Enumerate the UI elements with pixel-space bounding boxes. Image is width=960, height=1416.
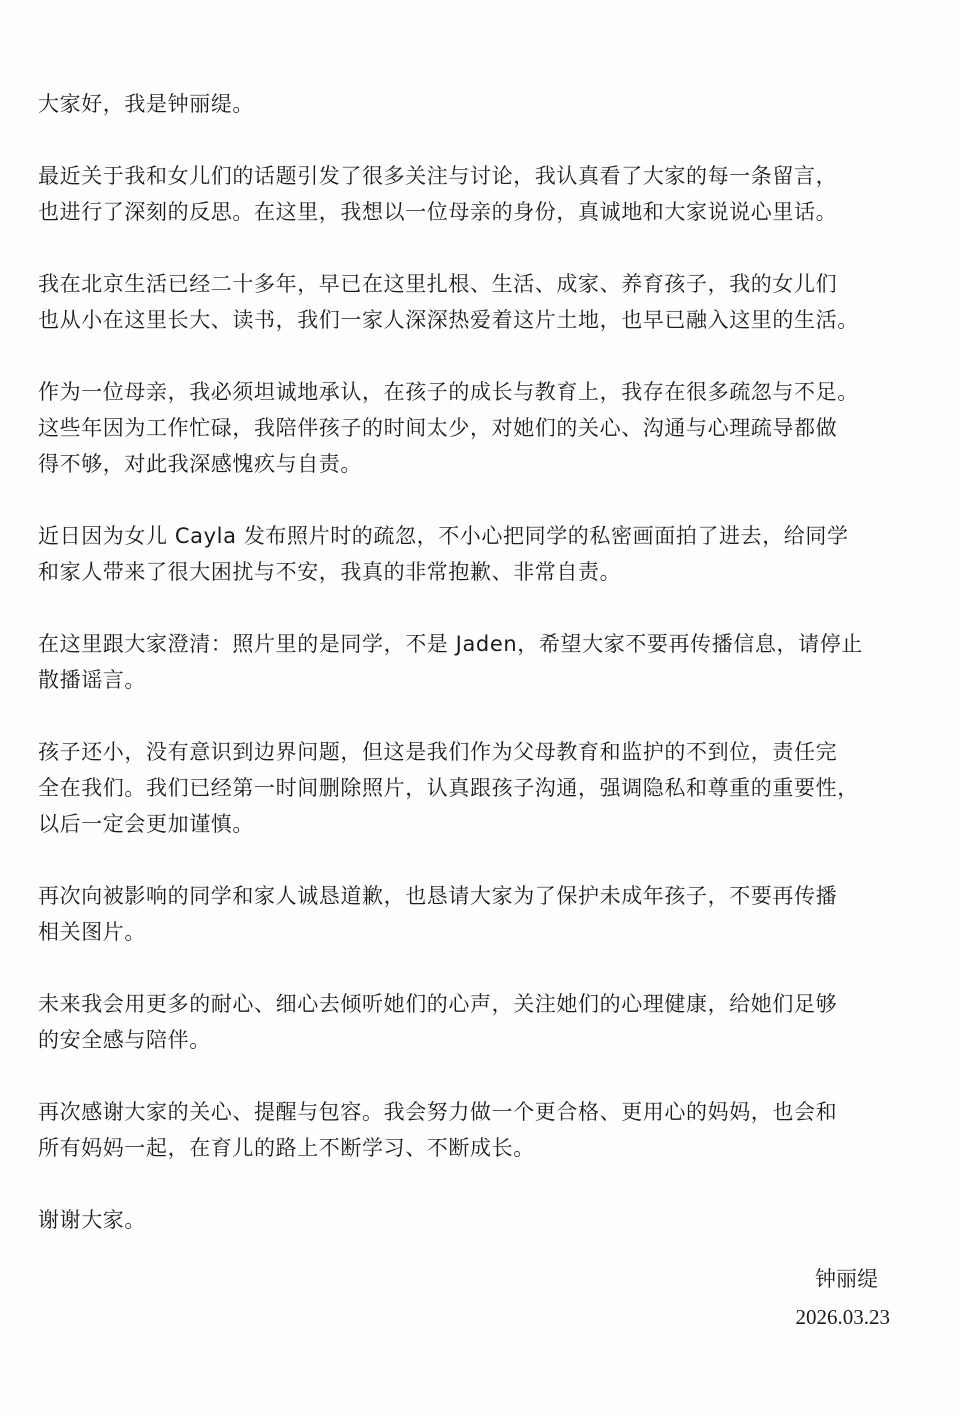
- letter-paragraph: 孩子还小，没有意识到边界问题，但这是我们作为父母教育和监护的不到位，责任完 全在我们。我们已经第一时间删除照片，认真跟孩子沟通，强调隐私和尊重的重要性， 以后一定会更加谨慎。: [38, 740, 859, 836]
- closing-paragraph: 谢谢大家。: [38, 1208, 146, 1232]
- letter-body: [38, 86, 928, 1274]
- letter-paragraph: 近日因为女儿 Cayla 发布照片时的疏忽，不小心把同学的私密画面拍了进去，给同学 和家人带来了很大困扰与不安，我真的非常抱歉、非常自责。: [38, 524, 849, 584]
- signature-name: 钟丽缇: [815, 1267, 878, 1291]
- letter-paragraph: 作为一位母亲，我必须坦诚地承认，在孩子的成长与教育上，我存在很多疏忽与不足。 这些年因为工作忙碌，我陪伴孩子的时间太少，对她们的关心、沟通与心理疏导都做 得不够，对此我深感愧疚与自责。: [38, 380, 859, 476]
- letter-paragraph: 在这里跟大家澄清：照片里的是同学，不是 Jaden，希望大家不要再传播信息，请停止 散播谣言。: [38, 632, 863, 692]
- signature-block: [796, 1262, 891, 1334]
- signature-date: 2026.03.23: [795, 1305, 890, 1329]
- letter-paragraph: 未来我会用更多的耐心、细心去倾听她们的心声，关注她们的心理健康，给她们足够 的安全感与陪伴。: [38, 992, 838, 1052]
- letter-paragraph: 最近关于我和女儿们的话题引发了很多关注与讨论，我认真看了大家的每一条留言， 也进行了深刻的反思。在这里，我想以一位母亲的身份，真诚地和大家说说心里话。: [38, 164, 838, 224]
- greeting-paragraph: 大家好，我是钟丽缇。: [38, 92, 254, 116]
- letter-paragraph: 再次感谢大家的关心、提醒与包容。我会努力做一个更合格、更用心的妈妈，也会和 所有妈妈一起，在育儿的路上不断学习、不断成长。: [38, 1100, 838, 1160]
- letter-paragraph: 再次向被影响的同学和家人诚恳道歉，也恳请大家为了保护未成年孩子，不要再传播 相关图片。: [38, 884, 838, 944]
- letter-paragraph: 我在北京生活已经二十多年，早已在这里扎根、生活、成家、养育孩子，我的女儿们 也从小在这里长大、读书，我们一家人深深热爱着这片土地，也早已融入这里的生活。: [38, 272, 859, 332]
